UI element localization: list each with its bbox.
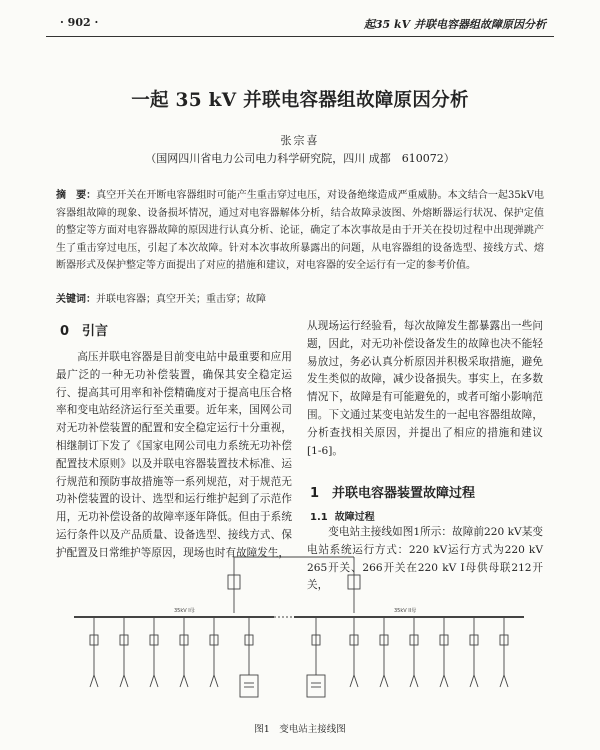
section-1-title: 并联电容器装置故障过程 <box>332 486 476 501</box>
section-0-title: 引言 <box>82 324 109 339</box>
feeders-left <box>90 617 253 687</box>
figure-1-caption: 图1 变电站主接线图 <box>254 724 346 735</box>
keywords-label: 关键词： <box>56 294 96 305</box>
introduction-column-right <box>307 318 543 460</box>
keywords <box>56 290 544 305</box>
feeders-right <box>312 617 508 687</box>
section-1-heading <box>310 482 475 501</box>
subsection-1-1-number: 1.1 <box>310 512 328 523</box>
abstract-text: 真空开关在开断电容器组时可能产生重击穿过电压，对设备绝缘造成严重威胁。本文结合一起35kV电容器组故障的现象、设备损坏情况，通过对电容器解体分析，结合故障录波图、外熔断器运行状况、保护定值的整定等方面对电容器故障的原因进行认真分析、论证，确定了本次事故是由于开关在投切过程中出现弹跳产生了重击穿过电压，引起了本次故障。针对本次事故所暴露出的问题，从电容器组的设备选型、接线方式、熔断器形式及保护整定等方面提出了对应的措施和建议，对电容器的安全运行有一定的参考价值。 <box>56 190 545 271</box>
section-0-number: 0 <box>60 324 70 339</box>
abstract <box>56 187 544 275</box>
substation-wiring-diagram <box>54 555 548 715</box>
abstract-label: 摘 要： <box>56 190 97 201</box>
running-header-title: 起35 kV 并联电容器组故障原因分析 <box>363 18 546 31</box>
section-1-number: 1 <box>310 486 320 501</box>
author-name: 张宗喜 <box>280 134 320 147</box>
introduction-continuation: 从现场运行经验看，每次故障发生都暴露出一些问题，因此，对无功补偿设备发生的故障也决不能轻易放过，务必认真分析原因并积极采取措施，避免发生类似的故障，减少设备损失。事实上，在多数情况下，故障是有可能避免的，或者可缩小影响范围。下文通过某变电站发生的一起电容器组故障，分析查找相关原因，并提出了相应的措施和建议[1-6]。 <box>307 320 543 457</box>
article-title: 一起 35 kV 并联电容器组故障原因分析 <box>131 90 469 111</box>
subsection-1-1-heading <box>310 508 375 523</box>
author-affiliation: （国网四川省电力公司电力科学研究院，四川 成都 610072） <box>145 152 455 165</box>
subsection-1-1-title: 故障过程 <box>334 512 375 523</box>
capacitor-bank-left <box>240 675 258 697</box>
bus-label-right: 35kV II母 <box>394 608 417 614</box>
bus-label-left: 35kV I母 <box>174 608 195 614</box>
header-rule <box>46 36 554 37</box>
introduction-paragraph: 高压并联电容器是目前变电站中最重要和应用最广泛的一种无功补偿装置，确保其安全稳定运行、提高其可用率和补偿精确度对于提高电压合格率和变电站经济运行至关重要。近年来，国网公司对无功补偿装置的配置和安全稳定运行十分重视，相继制订下发了《国家电网公司电力系统无功补偿配置技术原则》以及并联电容器装置技术标准、运行规范和预防事故措施等一系列规范，对于规范无功补偿装置的设计、选型和运行维护起到了示范作用，无功补偿设备的故障率逐年降低。但由于系统运行条件以及产品质量、设备选型、接线方式、保护配置及日常维护等原因，现场也时有故障发生， <box>56 351 292 559</box>
capacitor-bank-right <box>307 675 325 697</box>
section-1-paragraph: 变电站主接线如图1所示：故障前220 kV某变电站系统运行方式：220 kV运行方式为220 kV 265开关、266开关在220 kV I母供母联212开关， <box>307 526 543 592</box>
introduction-column-left <box>56 349 292 563</box>
page-number: · 902 · <box>60 16 99 29</box>
keywords-text: 并联电容器；真空开关；重击穿；故障 <box>96 294 266 305</box>
section-0-heading <box>60 320 108 339</box>
